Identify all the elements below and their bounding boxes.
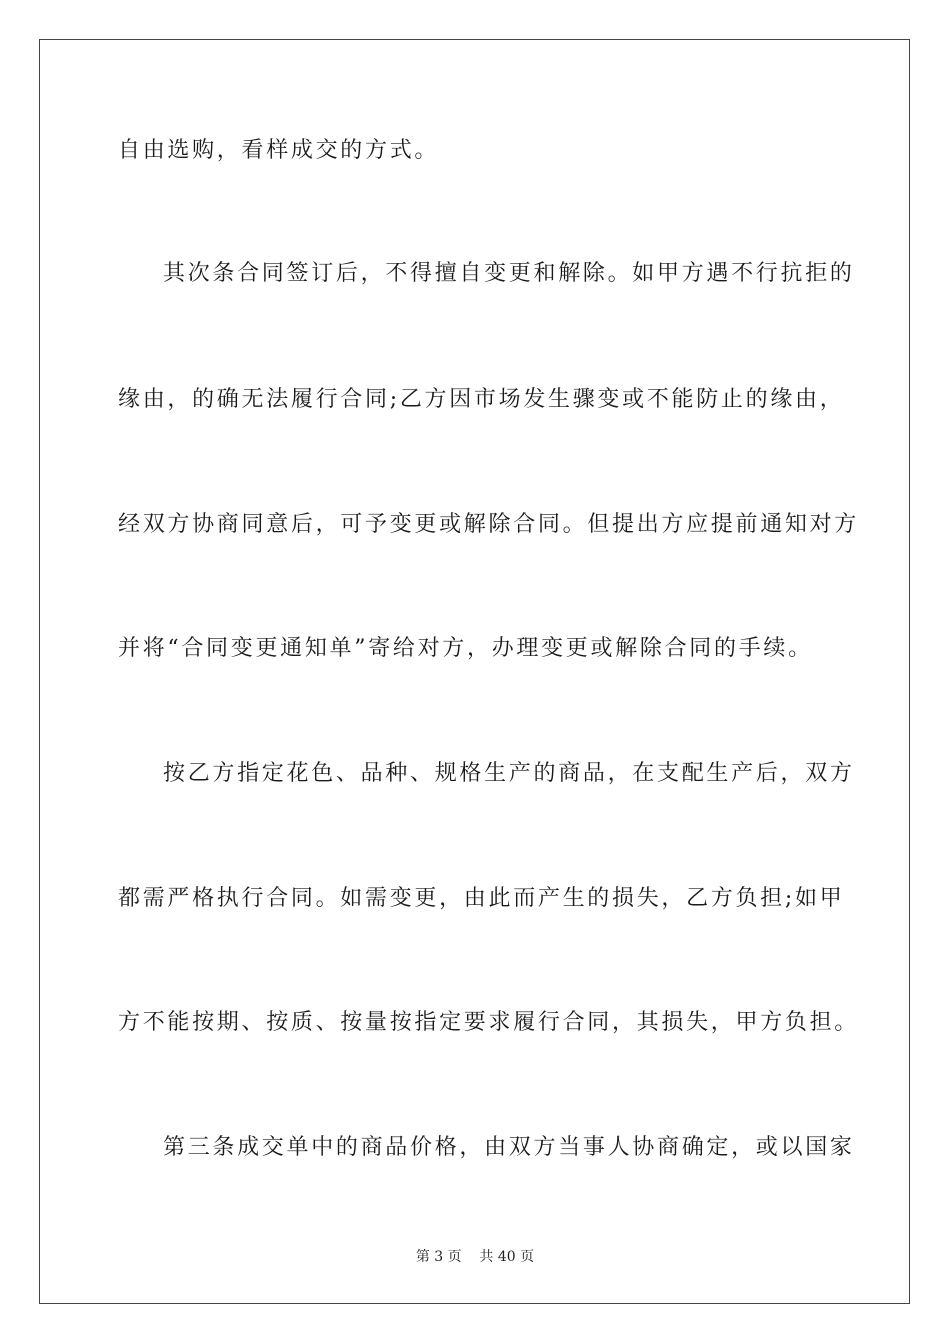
body-text-line: 经双方协商同意后，可予变更或解除合同。但提出方应提前通知对方 [118, 512, 860, 537]
body-text-line: 缘由，的确无法履行合同;乙方因市场发生骤变或不能防止的缘由， [118, 387, 845, 412]
body-text-line: 第三条成交单中的商品价格，由双方当事人协商确定，或以国家 [163, 1135, 855, 1160]
body-text-line: 都需严格执行合同。如需变更，由此而产生的损失，乙方负担;如甲 [118, 886, 845, 911]
body-text-line: 自由选购，看样成交的方式。 [118, 138, 440, 163]
page-border [39, 39, 910, 1304]
body-text-line: 并将“合同变更通知单”寄给对方，办理变更或解除合同的手续。 [118, 636, 813, 661]
body-text-line: 按乙方指定花色、品种、规格生产的商品，在支配生产后，双方 [163, 761, 855, 786]
page-number-footer: 第 3 页 共 40 页 [415, 1249, 535, 1265]
body-text-line: 方不能按期、按质、按量按指定要求履行合同，其损失，甲方负担。 [118, 1010, 860, 1035]
body-text-line: 其次条合同签订后，不得擅自变更和解除。如甲方遇不行抗拒的 [163, 261, 855, 286]
